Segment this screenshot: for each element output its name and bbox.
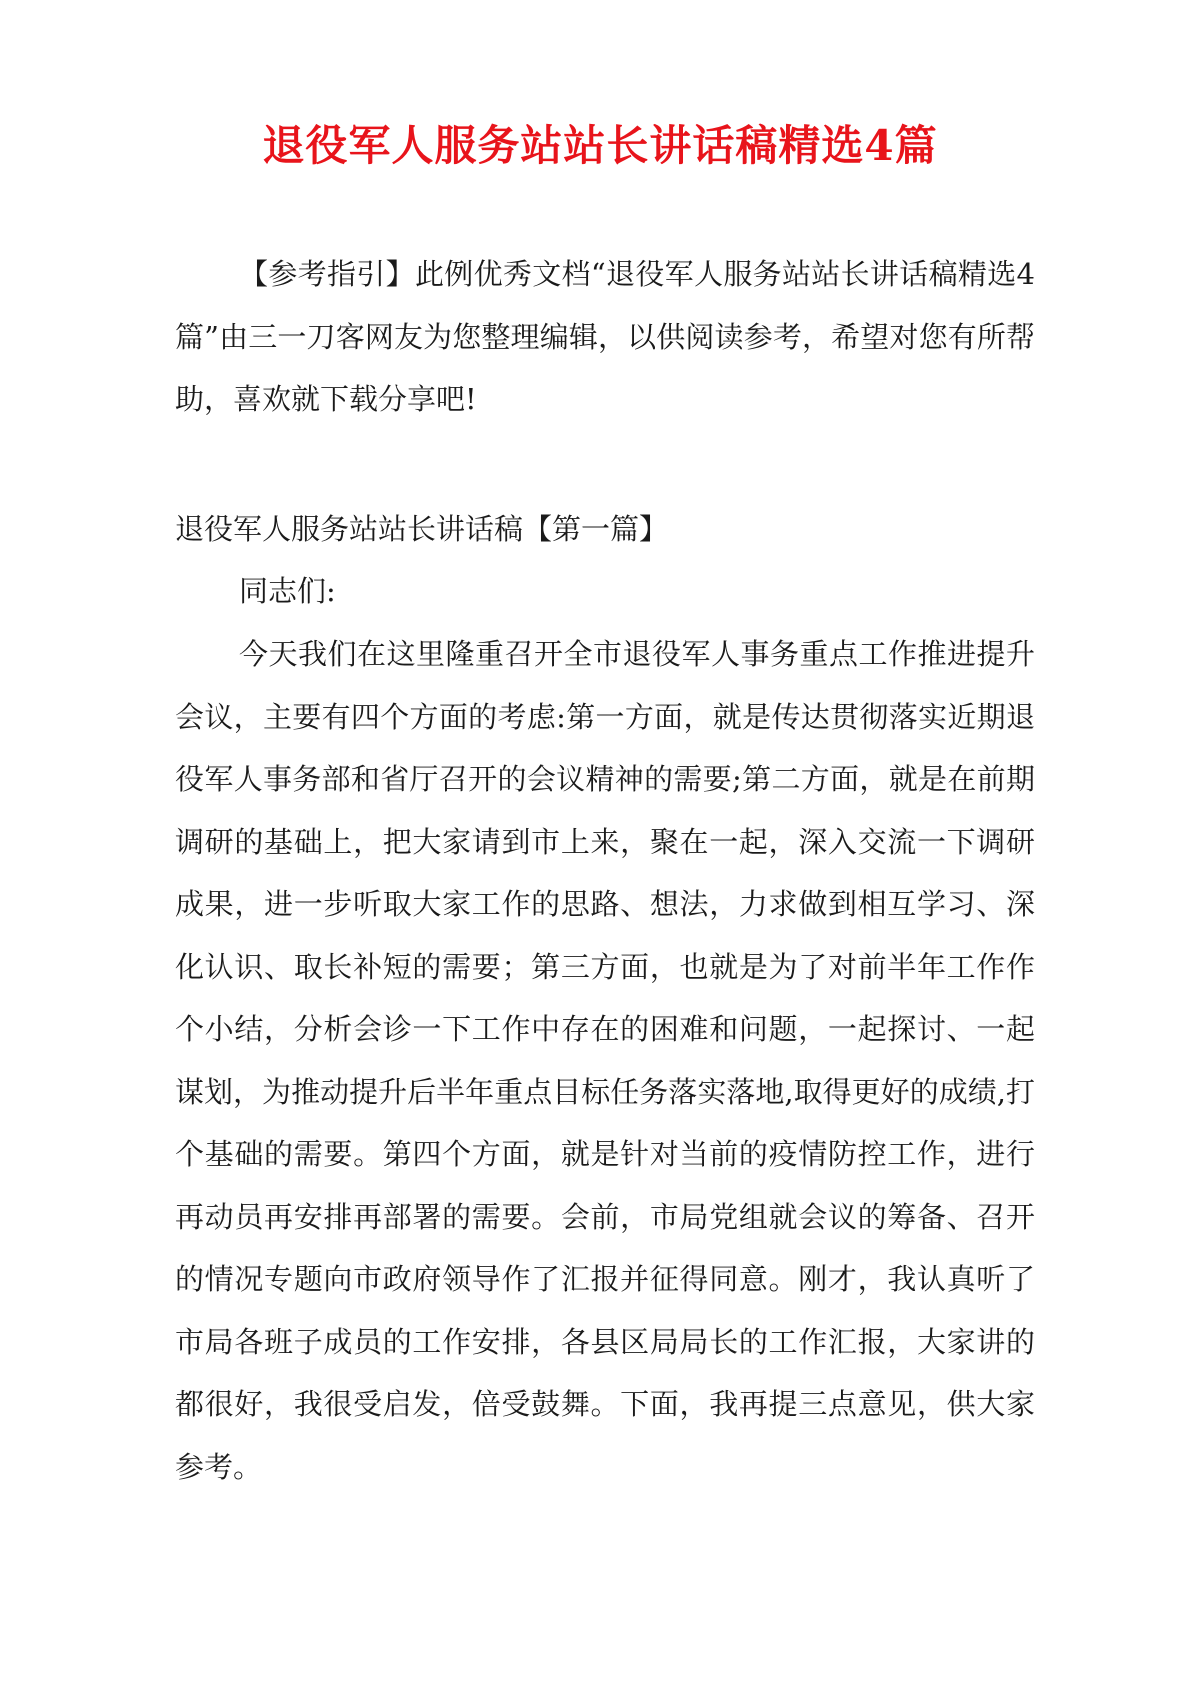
body-paragraph: 今天我们在这里隆重召开全市退役军人事务重点工作推进提升会议，主要有四个方面的考虑:第一方面，就是传达贯彻落实近期退役军人事务部和省厅召开的会议精神的需要;第二方面，就是在前期调研的基础上，把大家请到市上来，聚在一起，深入交流一下调研成果，进一步听取大家工作的思路、想法，力求做到相互学习、深化认识、取长补短的需要；第三方面，也就是为了对前半年工作作个小结，分析会诊一下工作中存在的困难和问题，一起探讨、一起谋划，为推动提升后半年重点目标任务落实落地,取得更好的成绩,打个基础的需要。第四个方面，就是针对当前的疫情防控工作，进行再动员再安排再部署的需要。会前，市局党组就会议的筹备、召开的情况专题向市政府领导作了汇报并征得同意。刚才，我认真听了市局各班子成员的工作安排，各县区局局长的工作汇报，大家讲的都很好，我很受启发，倍受鼓舞。下面，我再提三点意见，供大家参考。	[175, 637, 1035, 1484]
greeting-line: 同志们:	[239, 574, 336, 608]
section-heading: 退役军人服务站站长讲话稿【第一篇】	[175, 512, 669, 546]
reference-intro-paragraph: 【参考指引】此例优秀文档“退役军人服务站站长讲话稿精选4篇”由三一刀客网友为您整理编辑，以供阅读参考，希望对您有所帮助，喜欢就下载分享吧!	[175, 257, 1035, 416]
document-title: 退役军人服务站站长讲话稿精选4篇	[262, 121, 938, 170]
